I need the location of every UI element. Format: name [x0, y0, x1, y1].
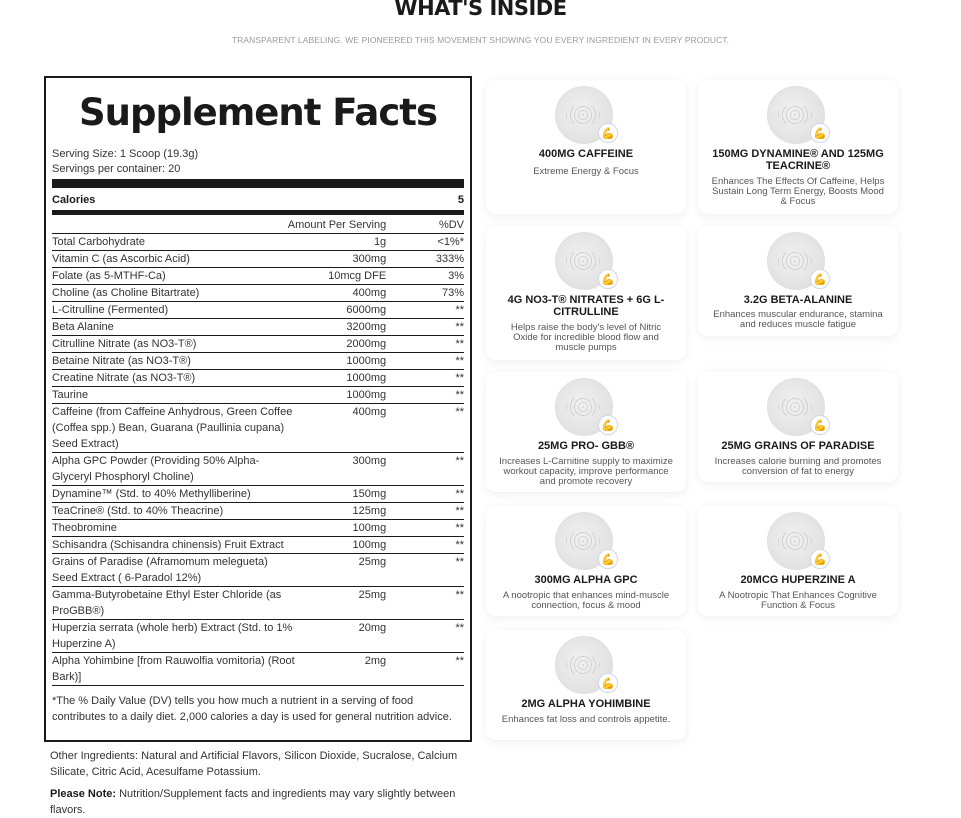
ingredient-amount: 400mg	[352, 287, 387, 299]
ingredient-card	[486, 630, 686, 740]
facts-row	[52, 403, 464, 452]
flexed-arm-icon: 💪	[598, 123, 618, 143]
ingredient-amount: 300mg	[352, 253, 387, 265]
ingredient-image	[767, 232, 825, 290]
ingredient-amount: 2mg	[364, 655, 387, 667]
facts-row	[52, 519, 464, 536]
powder-texture	[778, 251, 812, 271]
ingredient-image	[555, 86, 613, 144]
ingredient-dv: **	[455, 556, 464, 568]
ingredient-image	[555, 512, 613, 570]
facts-row	[52, 586, 464, 619]
facts-row	[52, 352, 464, 369]
flexed-arm-icon: 💪	[598, 269, 618, 289]
ingredient-name: Theobromine	[52, 522, 117, 534]
ingredient-name: Total Carbohydrate	[52, 236, 145, 248]
ingredient-card-desc: Increases calorie burning and promotes conversion of fat to energy	[714, 456, 882, 477]
ingredient-card	[486, 372, 686, 492]
ingredient-amount: 150mg	[352, 488, 387, 500]
facts-row	[52, 267, 464, 284]
ingredient-card-title: 4G NO3-T® NITRATES + 6G L-CITRULLINE	[507, 294, 665, 318]
ingredient-amount: 125mg	[352, 505, 387, 517]
ingredient-amount: 2000mg	[346, 338, 387, 350]
ingredient-amount: 1000mg	[346, 372, 387, 384]
facts-row	[52, 335, 464, 352]
ingredient-card-title: 25MG PRO- GBB®	[537, 440, 635, 452]
ingredient-dv: **	[455, 455, 464, 467]
powder-texture	[778, 397, 812, 417]
ingredient-amount: 300mg	[352, 455, 387, 467]
calories-row	[52, 188, 464, 210]
ingredient-amount: 25mg	[358, 589, 387, 601]
ingredient-card-title: 20MCG HUPERZINE A	[740, 574, 856, 586]
ingredient-dv: **	[455, 389, 464, 401]
facts-row	[52, 369, 464, 386]
facts-row	[52, 284, 464, 301]
note-text: Nutrition/Supplement facts and ingredients may vary slightly between flavors.	[50, 788, 456, 816]
ingredient-card-title: 300MG ALPHA GPC	[534, 574, 638, 586]
ingredient-amount: 1000mg	[346, 355, 387, 367]
facts-row	[52, 536, 464, 553]
ingredient-amount: 3200mg	[346, 321, 387, 333]
facts-row	[52, 301, 464, 318]
ingredient-card	[486, 80, 686, 214]
ingredient-name: Huperzia serrata (whole herb) Extract (Std. to 1% Huperzine A)	[52, 622, 293, 650]
facts-row	[52, 652, 464, 685]
ingredient-amount: 100mg	[352, 539, 387, 551]
ingredient-dv: **	[455, 406, 464, 418]
please-note	[50, 786, 475, 818]
ingredient-card	[486, 506, 686, 616]
flexed-arm-icon: 💪	[810, 549, 830, 569]
powder-texture	[778, 531, 812, 551]
flexed-arm-icon: 💪	[810, 269, 830, 289]
ingredient-name: Citrulline Nitrate (as NO3-T®)	[52, 338, 197, 350]
ingredient-amount: 10mcg DFE	[328, 270, 387, 282]
flexed-arm-icon: 💪	[598, 549, 618, 569]
flexed-arm-icon: 💪	[598, 415, 618, 435]
ingredient-name: Creatine Nitrate (as NO3-T®)	[52, 372, 196, 384]
ingredient-card-title: 3.2G BETA-ALANINE	[743, 294, 853, 306]
ingredient-name: Alpha Yohimbine [from Rauwolfia vomitoria) (Root Bark)]	[52, 655, 295, 683]
ingredient-dv: **	[455, 304, 464, 316]
ingredient-dv: **	[455, 321, 464, 333]
facts-row	[52, 318, 464, 335]
powder-texture	[566, 105, 600, 125]
section-subtitle: TRANSPARENT LABELING. WE PIONEERED THIS MOVEMENT SHOWING YOU EVERY INGREDIENT IN EVERY PRODUCT.	[231, 35, 730, 45]
serving-size: Serving Size: 1 Scoop (19.3g)	[52, 148, 199, 160]
facts-rows	[52, 233, 464, 685]
powder-texture	[566, 251, 600, 271]
facts-header-row	[52, 215, 464, 233]
calories-value: 5	[457, 194, 464, 206]
ingredient-image	[767, 86, 825, 144]
ingredient-image	[555, 232, 613, 290]
flexed-arm-icon: 💪	[810, 123, 830, 143]
divider-thick	[52, 179, 464, 188]
ingredient-name: Grains of Paradise (Aframomum melegueta) Seed Extract ( 6-Paradol 12%)	[52, 556, 268, 584]
ingredient-amount: 1g	[373, 236, 387, 248]
ingredient-dv: **	[455, 589, 464, 601]
ingredient-card-desc: Enhances muscular endurance, stamina and reduces muscle fatigue	[713, 309, 883, 330]
ingredient-image	[555, 636, 613, 694]
ingredient-image	[555, 378, 613, 436]
ingredient-amount: 6000mg	[346, 304, 387, 316]
powder-texture	[566, 397, 600, 417]
ingredient-name: Schisandra (Schisandra chinensis) Fruit Extract	[52, 539, 284, 551]
powder-texture	[566, 531, 600, 551]
ingredient-dv: **	[455, 505, 464, 517]
ingredient-card	[486, 226, 686, 360]
other-ingredients: Other Ingredients: Natural and Artificial Flavors, Silicon Dioxide, Sucralose, Calcium Silicate, Citric Acid, Acesulfame Potassium.	[50, 750, 458, 778]
ingredient-name: Gamma-Butyrobetaine Ethyl Ester Chloride (as ProGBB®)	[52, 589, 282, 617]
ingredient-amount: 100mg	[352, 522, 387, 534]
section-title: WHAT'S INSIDE	[394, 0, 567, 20]
ingredient-card-desc: Increases L-Carnitine supply to maximize workout capacity, improve performance and promote recovery	[499, 456, 673, 487]
ingredient-name: Beta Alanine	[52, 321, 114, 333]
dv-header: %DV	[438, 219, 464, 231]
ingredient-card-title: 2MG ALPHA YOHIMBINE	[521, 698, 651, 710]
ingredient-name: Vitamin C (as Ascorbic Acid)	[52, 253, 190, 265]
note-label: Please Note:	[50, 788, 117, 800]
flexed-arm-icon: 💪	[810, 415, 830, 435]
facts-row	[52, 250, 464, 267]
ingredient-card-title: 25MG GRAINS OF PARADISE	[721, 440, 875, 452]
amount-header: Amount Per Serving	[287, 219, 387, 231]
ingredient-dv: 333%	[435, 253, 464, 265]
facts-row	[52, 233, 464, 250]
flexed-arm-icon: 💪	[598, 673, 618, 693]
calories-label: Calories	[52, 194, 96, 206]
facts-row	[52, 452, 464, 485]
ingredient-card-desc: Enhances The Effects Of Caffeine, Helps Sustain Long Term Energy, Boosts Mood & Focus	[711, 176, 885, 207]
ingredient-card-title: 400MG CAFFEINE	[538, 148, 634, 160]
ingredient-card-desc: Extreme Energy & Focus	[533, 166, 639, 177]
powder-texture	[566, 655, 600, 675]
ingredient-name: Taurine	[52, 389, 89, 401]
ingredient-amount: 400mg	[352, 406, 387, 418]
ingredient-dv: **	[455, 655, 464, 667]
ingredient-card-desc: Helps raise the body's level of Nitric Oxide for incredible blood flow and muscle pumps	[510, 322, 662, 353]
ingredient-dv: **	[455, 338, 464, 350]
ingredient-amount: 20mg	[358, 622, 387, 634]
ingredient-card-desc: A Nootropic That Enhances Cognitive Function & Focus	[719, 590, 877, 611]
ingredient-card	[698, 226, 898, 336]
ingredient-amount: 1000mg	[346, 389, 387, 401]
serving-info	[52, 147, 464, 177]
ingredient-image	[767, 512, 825, 570]
ingredient-dv: **	[455, 622, 464, 634]
facts-row	[52, 485, 464, 502]
ingredient-name: Caffeine (from Caffeine Anhydrous, Green Coffee (Coffea spp.) Bean, Guarana (Paullinia cupana) Seed Extract)	[52, 406, 293, 450]
ingredient-amount: 25mg	[358, 556, 387, 568]
ingredient-name: Betaine Nitrate (as NO3-T®)	[52, 355, 191, 367]
ingredient-name: Choline (as Choline Bitartrate)	[52, 287, 200, 299]
ingredient-name: Alpha GPC Powder (Providing 50% Alpha-Glyceryl Phosphoryl Choline)	[52, 455, 260, 483]
ingredient-dv: **	[455, 355, 464, 367]
ingredient-name: L-Citrulline (Fermented)	[52, 304, 169, 316]
facts-row	[52, 619, 464, 652]
ingredient-dv: **	[455, 488, 464, 500]
facts-row	[52, 386, 464, 403]
ingredient-image	[767, 378, 825, 436]
ingredient-card	[698, 80, 898, 214]
facts-row	[52, 502, 464, 519]
supplement-facts-panel	[44, 76, 472, 742]
powder-texture	[778, 105, 812, 125]
ingredient-card-desc: Enhances fat loss and controls appetite.	[501, 714, 671, 725]
dv-footnote: *The % Daily Value (DV) tells you how much a nutrient in a serving of food contributes to a daily diet. 2,000 calories a day is used for general nutrition advice.	[52, 685, 464, 725]
ingredient-dv: **	[455, 372, 464, 384]
facts-title: Supplement Facts	[78, 91, 437, 134]
ingredient-dv: <1%*	[437, 236, 464, 248]
ingredient-name: Dynamine™ (Std. to 40% Methylliberine)	[52, 488, 251, 500]
ingredient-dv: 3%	[448, 270, 464, 282]
ingredient-dv: **	[455, 539, 464, 551]
ingredient-dv: **	[455, 522, 464, 534]
ingredient-card-desc: A nootropic that enhances mind-muscle connection, focus & mood	[502, 590, 670, 611]
ingredient-card	[698, 506, 898, 616]
ingredient-name: TeaCrine® (Std. to 40% Theacrine)	[52, 505, 224, 517]
facts-row	[52, 553, 464, 586]
servings-per-container: Servings per container: 20	[52, 163, 181, 175]
ingredient-dv: 73%	[441, 287, 464, 299]
ingredient-name: Folate (as 5-MTHF-Ca)	[52, 270, 166, 282]
ingredient-card	[698, 372, 898, 482]
ingredient-card-title: 150MG DYNAMINE® AND 125MG TEACRINE®	[712, 148, 884, 172]
